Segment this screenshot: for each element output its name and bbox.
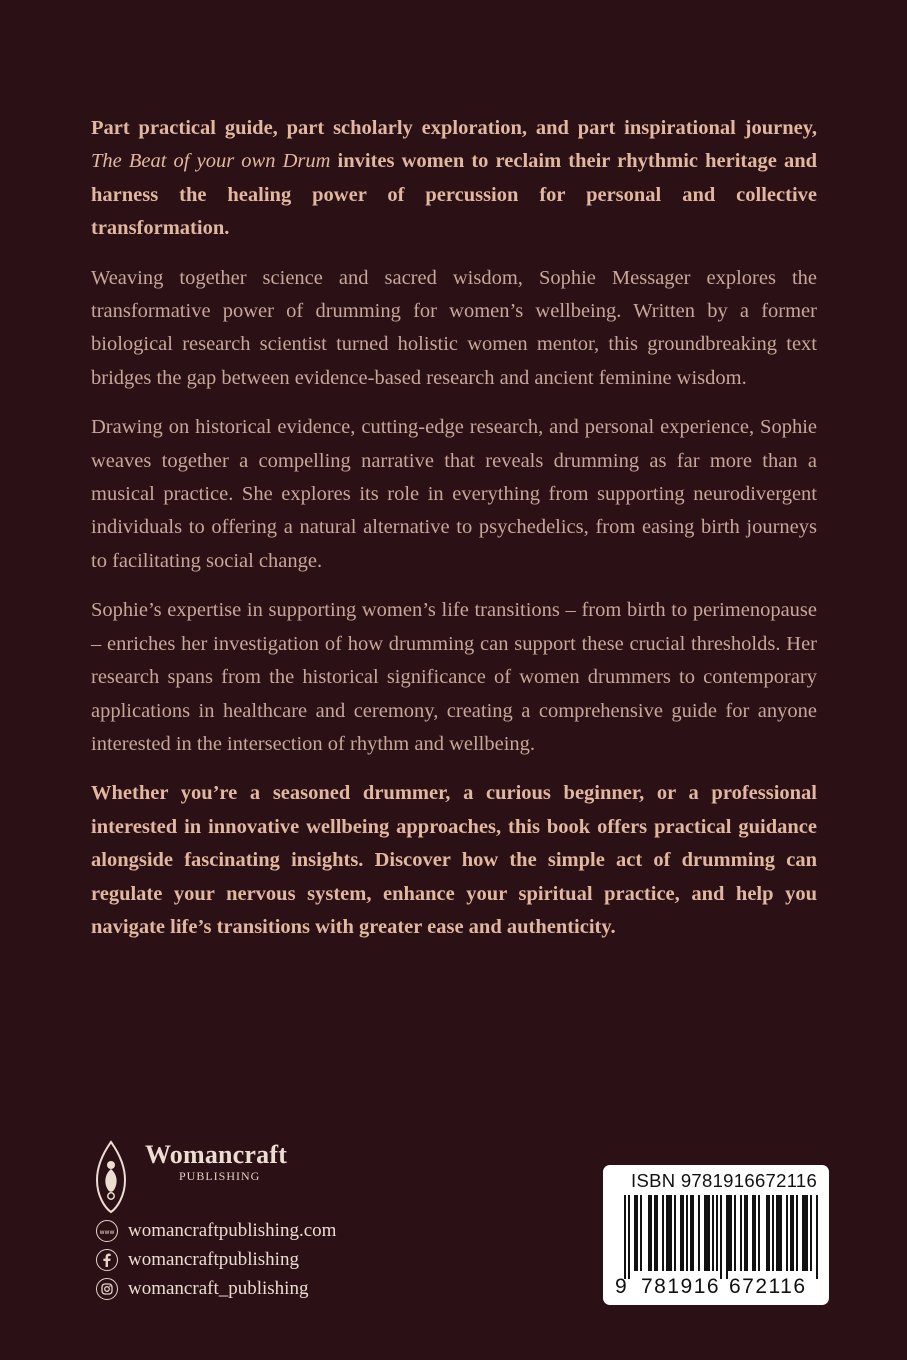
facebook-icon [96,1249,118,1271]
barcode-bar [754,1195,756,1271]
barcode-bar [708,1195,710,1271]
blurb-paragraph-3: Drawing on historical evidence, cutting-edge research, and personal experience, Sophie weaves together a compelling narrative that reveals drumming as far more than a musical practice. She explores its role in everything from supporting neurodivergent individuals to offering a natural alternative to psychedelics, from easing birth journeys to facilitating social change. [91,416,817,572]
barcode-bar [796,1195,798,1271]
barcode-bar [654,1195,656,1271]
blurb-text [91,112,817,960]
book-title-italic: The Beat of your own Drum [91,150,331,173]
barcode-bar [674,1195,676,1271]
barcode-bar [806,1195,808,1271]
facebook-contact[interactable] [96,1249,299,1271]
barcode-bar [650,1195,652,1271]
instagram-contact[interactable] [96,1278,308,1300]
barcode-bar [668,1195,670,1271]
www-icon [96,1220,118,1242]
barcode-bar [670,1195,672,1271]
barcode-bars [618,1195,818,1281]
barcode-bar [704,1195,706,1271]
barcode-bar [634,1195,636,1271]
barcode-bar [778,1195,780,1271]
barcode-bar [624,1195,626,1279]
barcode-bar [666,1195,668,1271]
facebook-handle[interactable]: womancraftpublishing [128,1249,299,1270]
blurb-intro-pre: Part practical guide, part scholarly exploration, and part inspirational journey, [91,117,817,139]
barcode-bar [716,1195,718,1271]
publisher-name: Womancraft [145,1140,288,1169]
publisher-brand [145,1140,287,1184]
barcode-bar [686,1195,688,1271]
barcode-bar [656,1195,658,1271]
barcode-bar [810,1195,812,1271]
barcode-bar [628,1195,630,1279]
instagram-icon [96,1278,118,1300]
womancraft-logo-icon [91,1138,131,1214]
blurb-closing-paragraph: Whether you’re a seasoned drummer, a curious beginner, or a professional interested in innovative wellbeing approaches, this book offers practical guidance alongside fascinating insights. Discover how the simple act of drumming can regulate your nervous system, enhance your spiritual practice, and help you navigate life’s transitions with greater ease and authenticity. [91,782,817,938]
barcode-bar [746,1195,748,1271]
barcode-bar [758,1195,760,1271]
publisher-block [91,1138,411,1338]
barcode-bar [792,1195,794,1271]
barcode-bar [790,1195,792,1271]
barcode-bar [734,1195,736,1271]
barcode-bar [728,1195,730,1271]
publisher-subtitle: PUBLISHING [179,1169,261,1183]
svg-text:www: www [99,1229,115,1236]
barcode-bar [772,1195,774,1271]
barcode-bar [682,1195,684,1271]
barcode-bar [804,1195,806,1271]
barcode-bar [802,1195,804,1271]
barcode-bar [712,1195,714,1271]
barcode-digit-first: 9 [615,1275,629,1298]
instagram-handle[interactable]: womancraft_publishing [128,1278,309,1299]
barcode-bar [752,1195,754,1271]
barcode-bar [776,1195,778,1271]
barcode-bar [730,1195,732,1271]
barcode-bar [648,1195,650,1271]
barcode-bar [780,1195,782,1271]
barcode-bar [726,1195,728,1279]
barcode-bar [786,1195,788,1271]
blurb-paragraph-4: Sophie’s expertise in supporting women’s life transitions – from birth to perimenopause – enriches her investigation of how drumming can support these crucial thresholds. Her research spans from the historical significance of women drummers to contemporary applications in healthcare and ceremony, creating a comprehensive guide for anyone interested in the intersection of rhythm and wellbeing. [91,599,817,755]
barcode-digit-group-1: 781916 [641,1275,721,1298]
barcode-bar [680,1195,682,1271]
barcode-bar [662,1195,664,1271]
barcode-bar [698,1195,700,1271]
barcode-bar [706,1195,708,1271]
barcode-bar [640,1195,642,1271]
barcode-bar [720,1195,722,1279]
blurb-paragraph-2: Weaving together science and sacred wisdom, Sophie Messager explores the transformative power of drumming for women’s wellbeing. Written by a former biological research scientist turned holistic women mentor, this groundbreaking text bridges the gap between evidence-based research and ancient feminine wisdom. [91,266,817,389]
barcode-bar [768,1195,770,1271]
barcode-digit-group-2: 672116 [729,1275,807,1298]
barcode-bar [692,1195,694,1271]
website-contact[interactable] [96,1220,336,1242]
isbn-label: ISBN 9781916672116 [631,1170,818,1191]
barcode-bar [740,1195,742,1271]
isbn-barcode [603,1165,829,1305]
blurb-intro-paragraph [91,112,817,246]
barcode-bar [766,1195,768,1271]
blurb-intro-post: invites women to reclaim their rhythmic heritage and harness the healing power of percussion for personal and collective transformation. [91,150,817,240]
barcode-bar [816,1195,818,1279]
barcode-bar [636,1195,638,1271]
barcode-bar [744,1195,746,1271]
barcode-bar [690,1195,692,1271]
website-link[interactable]: womancraftpublishing.com [128,1220,337,1241]
